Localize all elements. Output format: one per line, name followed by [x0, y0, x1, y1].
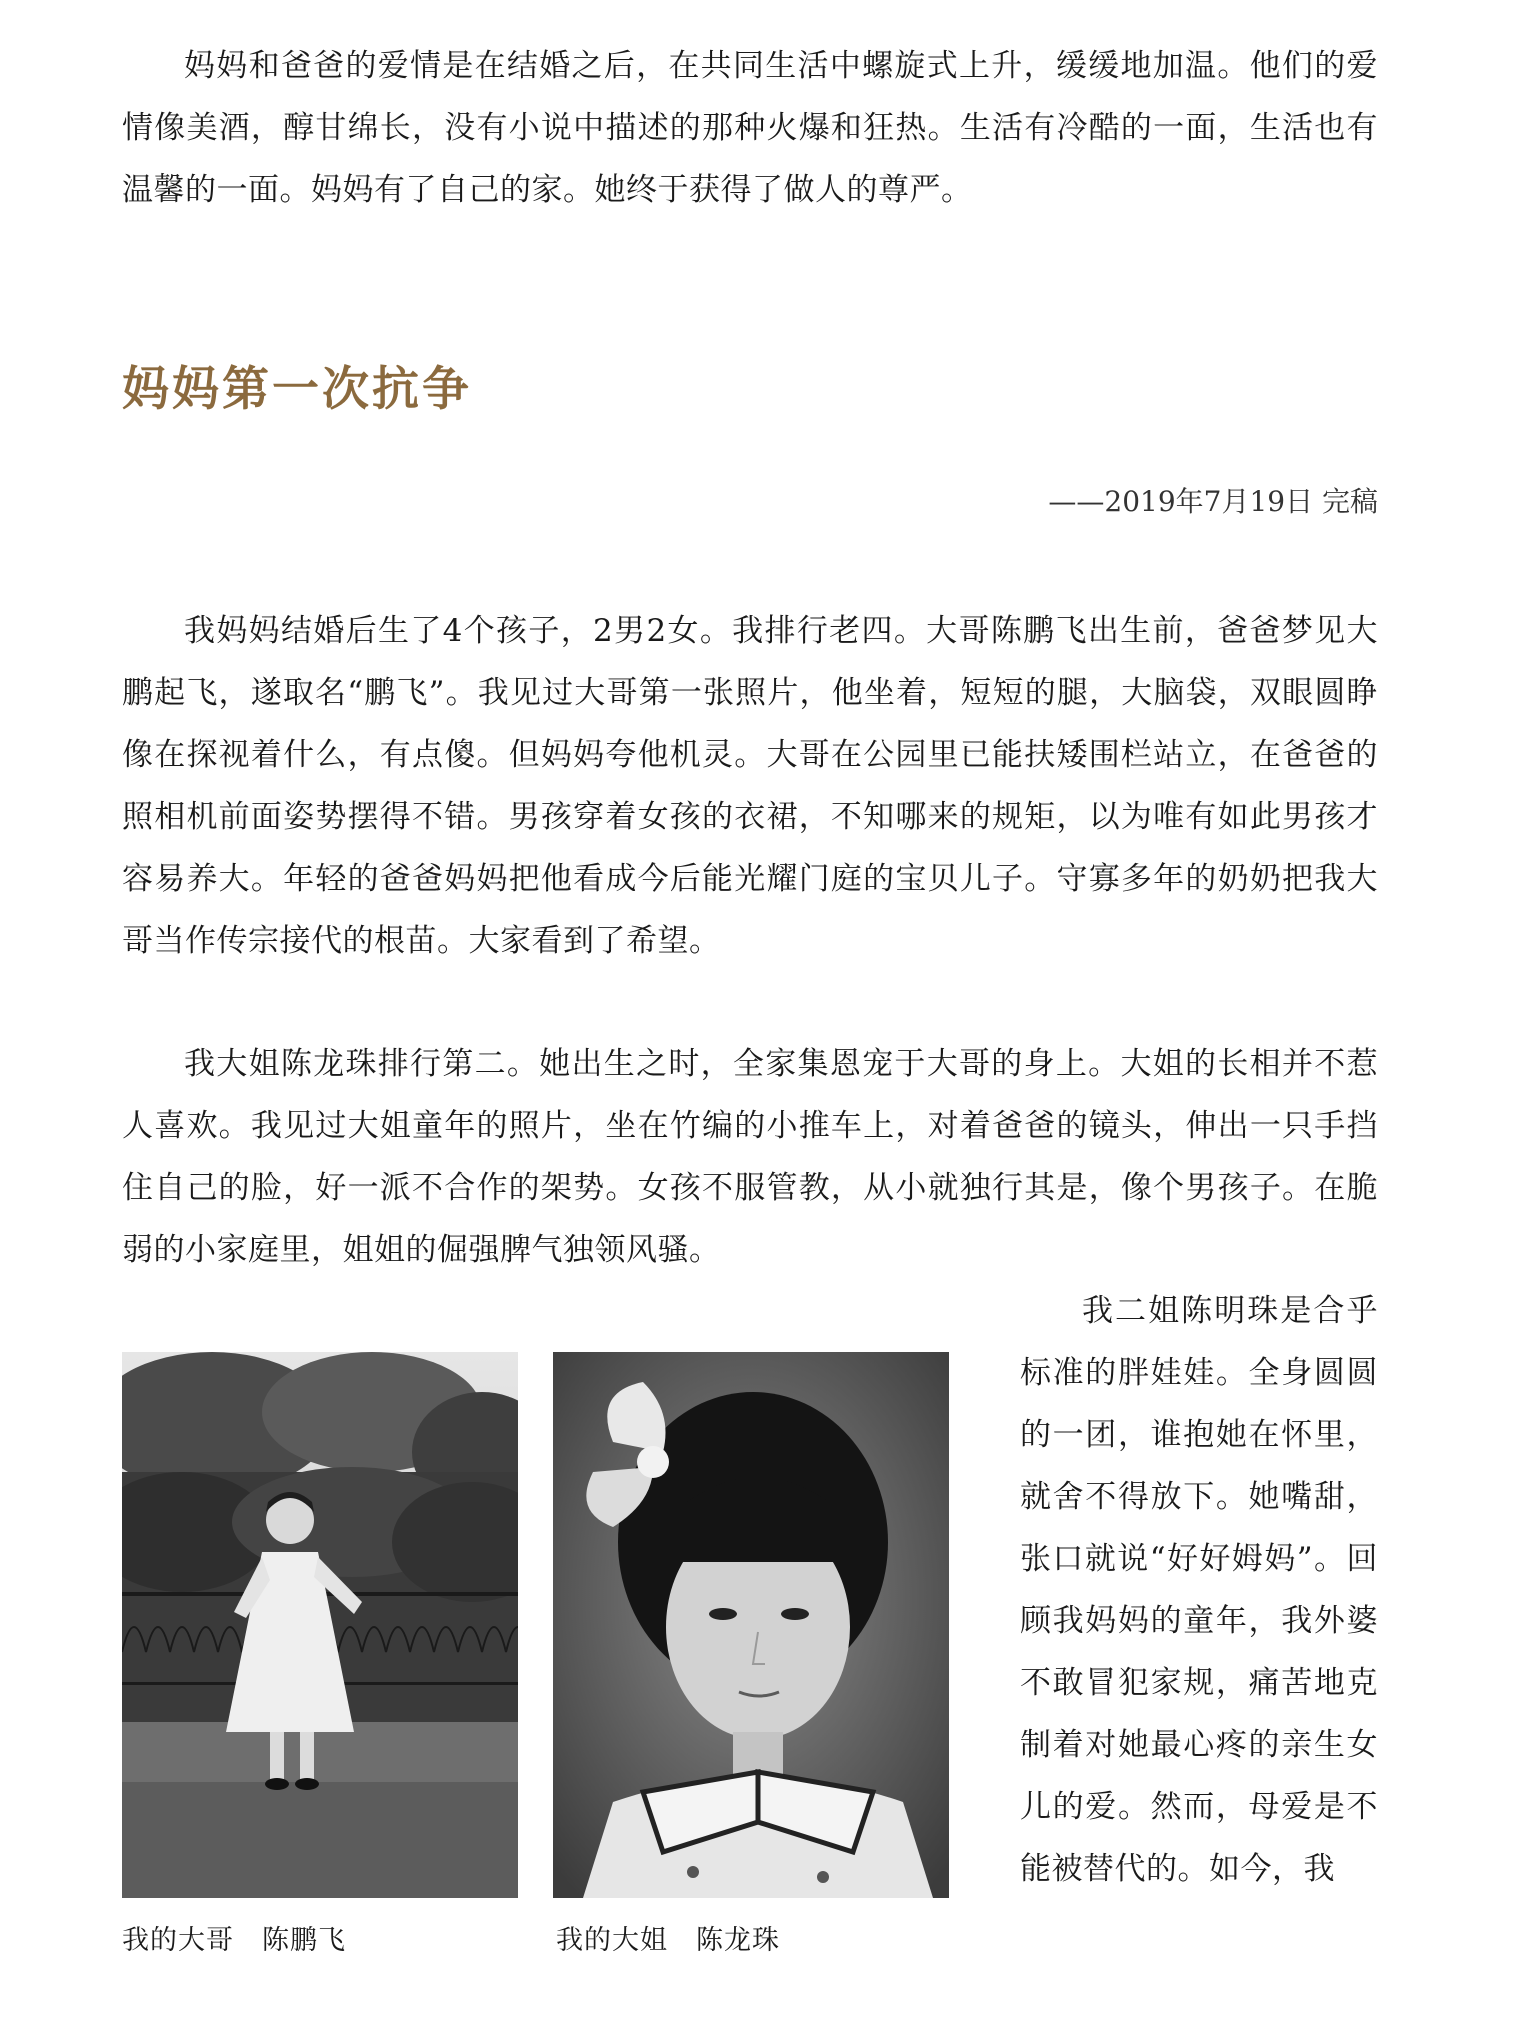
dateline: ——2019年7月19日 完稿	[1048, 485, 1378, 518]
photo-brother-image	[122, 1352, 518, 1898]
section-title: 妈妈第一次抗争	[122, 362, 472, 417]
photo-brother	[122, 1352, 518, 1898]
photo-elder-sister-image	[553, 1352, 949, 1898]
side-paragraph-second-sister: 我二姐陈明珠是合乎标准的胖娃娃。全身圆圆的一团，谁抱她在怀里，就舍不得放下。她嘴甜，张口就说“好好姆妈”。回顾我妈妈的童年，我外婆不敢冒犯家规，痛苦地克制着对她最心疼的亲生女儿的爱。然而，母爱是不能被替代的。如今，我	[1020, 1293, 1378, 1887]
photo-caption-elder-sister: 我的大姐 陈龙珠	[556, 1925, 780, 1956]
photo-caption-brother: 我的大哥 陈鹏飞	[122, 1925, 346, 1956]
body-paragraph-elder-sister: 我大姐陈龙珠排行第二。她出生之时，全家集恩宠于大哥的身上。大姐的长相并不惹人喜欢。我见过大姐童年的照片，坐在竹编的小推车上，对着爸爸的镜头，伸出一只手挡住自己的脸，好一派不合作的架势。女孩不服管教，从小就独行其是，像个男孩子。在脆弱的小家庭里，姐姐的倔强脾气独领风骚。	[122, 1046, 1378, 1268]
body-paragraph-brother: 我妈妈结婚后生了4个孩子，2男2女。我排行老四。大哥陈鹏飞出生前，爸爸梦见大鹏起飞，遂取名“鹏飞”。我见过大哥第一张照片，他坐着，短短的腿，大脑袋，双眼圆睁像在探视着什么，有点傻。但妈妈夸他机灵。大哥在公园里已能扶矮围栏站立，在爸爸的照相机前面姿势摆得不错。男孩穿着女孩的衣裙，不知哪来的规矩，以为唯有如此男孩才容易养大。年轻的爸爸妈妈把他看成今后能光耀门庭的宝贝儿子。守寡多年的奶奶把我大哥当作传宗接代的根苗。大家看到了希望。	[122, 613, 1378, 959]
photo-elder-sister	[553, 1352, 949, 1898]
intro-paragraph: 妈妈和爸爸的爱情是在结婚之后，在共同生活中螺旋式上升，缓缓地加温。他们的爱情像美酒，醇甘绵长，没有小说中描述的那种火爆和狂热。生活有冷酷的一面，生活也有温馨的一面。妈妈有了自己的家。她终于获得了做人的尊严。	[122, 48, 1378, 208]
